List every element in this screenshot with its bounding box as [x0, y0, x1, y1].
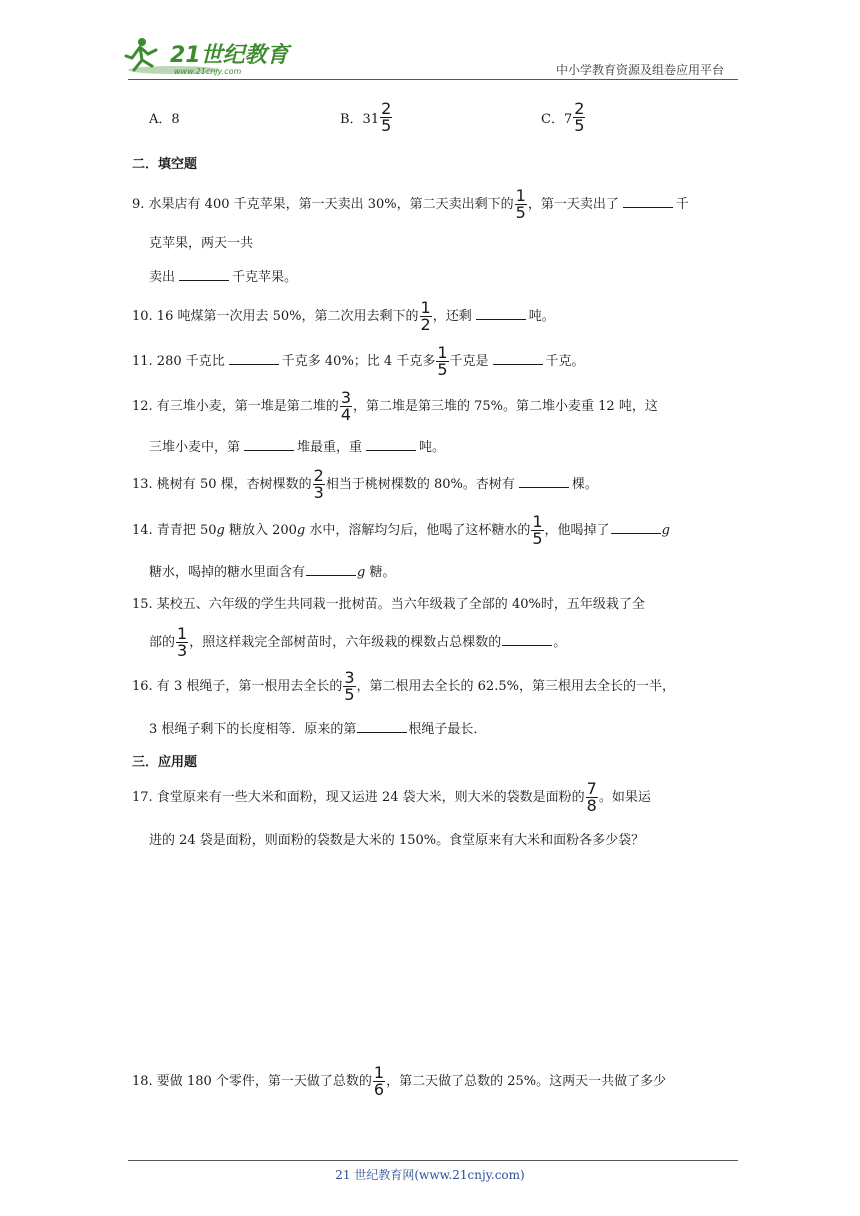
question-15-line-1: 15. 某校五、六年级的学生共同栽一批树苗。当六年级栽了全部的 40%时，五年级栽了全 — [132, 597, 645, 612]
question-13: 13. 桃树有 50 棵，杏树棵数的 $\frac{2}{3}$ 相当于桃树棵数的 80%。杏树有 棵。 — [132, 466, 598, 502]
answer-blank[interactable] — [357, 720, 407, 733]
svg-text:21世纪教育: 21世纪教育 — [170, 43, 289, 68]
question-16-line-2: 3 根绳子剩下的长度相等．原来的第 根绳子最长． — [149, 722, 487, 737]
runner-logo-icon — [122, 34, 292, 78]
option-c: C．7 $\frac{2}{5}$ — [541, 99, 585, 135]
section-fill-in-title: 二．填空题 — [132, 157, 198, 172]
answer-blank[interactable] — [502, 633, 552, 646]
answer-blank[interactable] — [366, 438, 416, 451]
footer-divider — [128, 1160, 738, 1161]
question-15-line-2: 部的 $\frac{1}{3}$ ，照这样栽完全部树苗时，六年级栽的棵数占总棵数的 。 — [149, 624, 567, 660]
answer-blank[interactable] — [623, 195, 673, 208]
option-b: B．31 $\frac{2}{5}$ — [340, 99, 392, 135]
answer-blank[interactable] — [229, 352, 279, 365]
question-10: 10. 16 吨煤第一次用去 50%，第二次用去剩下的 $\frac{1}{2}$ ，还剩 吨。 — [132, 298, 555, 334]
header-divider — [128, 79, 738, 80]
question-16-line-1: 16. 有 3 根绳子，第一根用去全长的 $\frac{3}{5}$ ，第二根用去全长的 62.5%，第三根用去全长的一半， — [132, 668, 675, 704]
question-14-line-1: 14. 青青把 50g 糖放入 200g 水中，溶解均匀后，他喝了这杯糖水的 $\frac{1}{5}$ ，他喝掉了 g — [132, 512, 670, 548]
answer-blank[interactable] — [179, 268, 229, 281]
question-18-line-1: 18. 要做 180 个零件，第一天做了总数的 $\frac{1}{6}$ ，第二天做了总数的 25%。这两天一共做了多少 — [132, 1063, 667, 1099]
question-17-line-2: 进的 24 袋是面粉，则面粉的袋数是大米的 150%。食堂原来有大米和面粉各多少袋？ — [149, 833, 645, 848]
question-9-line-2: 克苹果，两天一共 — [149, 236, 254, 251]
site-logo — [122, 34, 292, 78]
question-9-line-3: 卖出 千克苹果。 — [149, 270, 298, 285]
question-14-line-2: 糖水，喝掉的糖水里面含有 g 糖。 — [149, 565, 396, 580]
answer-blank[interactable] — [519, 475, 569, 488]
question-11: 11. 280 千克比 千克多 40%；比 4 千克多 $\frac{1}{5}$ 千克是 千克。 — [132, 343, 585, 379]
question-9-line-1: 9. 水果店有 400 千克苹果，第一天卖出 30%，第二天卖出剩下的 $\frac{1}{5}$ ，第一天卖出了 千 — [132, 186, 689, 222]
svg-text:www.21cnjy.com: www.21cnjy.com — [174, 67, 242, 76]
answer-blank[interactable] — [244, 438, 294, 451]
footer-text: 21 世纪教育网(www.21cnjy.com) — [335, 1168, 525, 1182]
section-application-title: 三．应用题 — [132, 755, 198, 770]
option-a: A．8 — [149, 112, 180, 127]
header-platform-name: 中小学教育资源及组卷应用平台 — [555, 63, 724, 77]
question-17-line-1: 17. 食堂原来有一些大米和面粉，现又运进 24 袋大米，则大米的袋数是面粉的 $\frac{7}{8}$ 。如果运 — [132, 779, 651, 815]
answer-blank[interactable] — [611, 521, 661, 534]
answer-blank[interactable] — [493, 352, 543, 365]
question-12-line-1: 12. 有三堆小麦，第一堆是第二堆的 $\frac{3}{4}$ ，第二堆是第三堆的 75%。第二堆小麦重 12 吨，这 — [132, 388, 658, 424]
question-12-line-2: 三堆小麦中，第 堆最重，重 吨。 — [149, 440, 446, 455]
answer-blank[interactable] — [306, 563, 356, 576]
answer-blank[interactable] — [476, 307, 526, 320]
